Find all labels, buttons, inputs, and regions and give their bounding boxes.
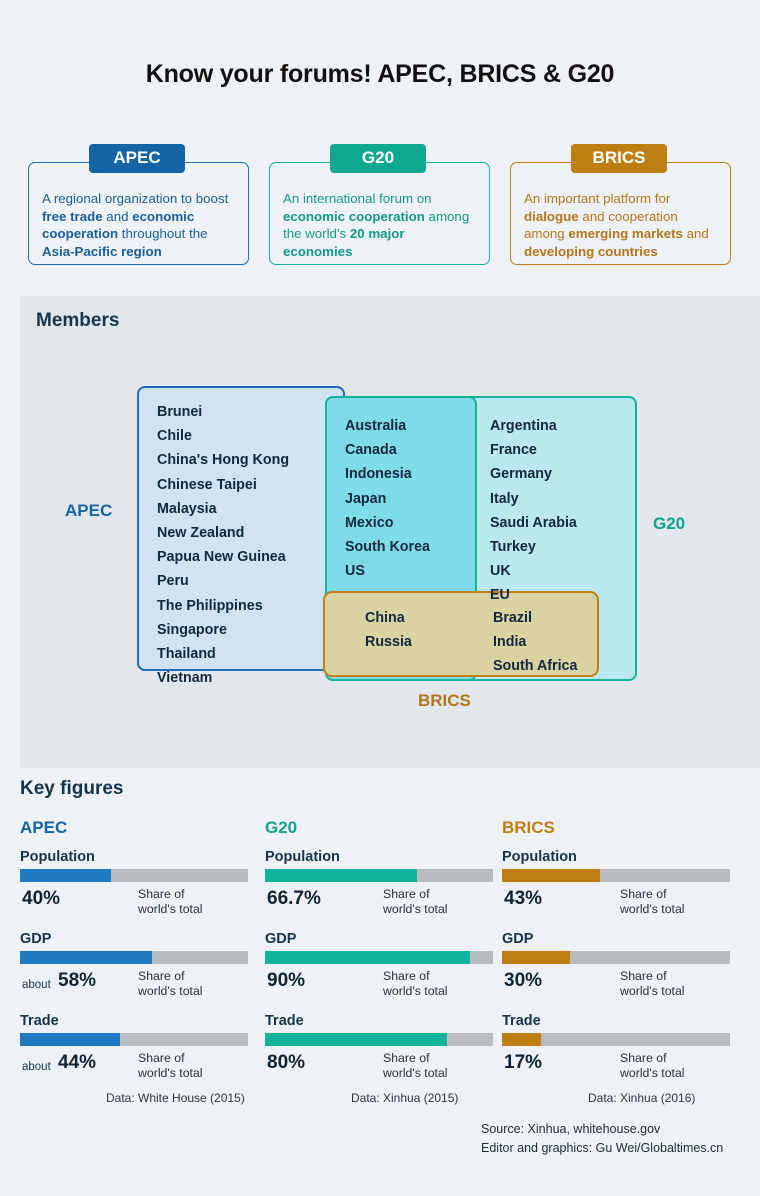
metric-value: 58% xyxy=(58,970,97,991)
metric-value: 40% xyxy=(22,888,61,909)
members-venn-diagram xyxy=(20,386,760,716)
key-figures-title: APEC xyxy=(20,818,68,837)
member-name: China xyxy=(365,610,405,626)
metric-bar-fill xyxy=(20,1033,120,1046)
member-name: Italy xyxy=(490,490,519,507)
card-brics-description: An important platform for dialogue and cooperation among emerging markets and developing countries xyxy=(524,191,709,259)
member-name: China's Hong Kong xyxy=(157,452,290,469)
metric-value: 17% xyxy=(504,1052,543,1073)
key-figures-column-brics xyxy=(502,818,730,1105)
metric-share-label: Share of world's total xyxy=(620,887,685,916)
key-figure-metric xyxy=(502,849,730,918)
key-figure-metric xyxy=(265,931,493,1000)
metric-bar-fill xyxy=(265,869,417,882)
member-name: Peru xyxy=(157,573,189,590)
key-figures-source: Data: Xinhua (2016) xyxy=(588,1091,696,1105)
metric-share-label: Share of world's total xyxy=(138,1051,203,1080)
metric-bar-track xyxy=(265,1033,493,1046)
metric-bar-fill xyxy=(502,1033,541,1046)
metric-label: GDP xyxy=(502,931,534,947)
key-figures-column-apec xyxy=(20,818,248,1105)
metric-label: Population xyxy=(20,849,95,865)
metric-share-label: Share of world's total xyxy=(620,969,685,998)
member-name: South Africa xyxy=(493,658,578,675)
metric-value-row xyxy=(502,1048,730,1082)
metric-value: 66.7% xyxy=(267,888,321,909)
metric-value-row xyxy=(265,884,493,918)
metric-bar-track xyxy=(502,869,730,882)
metric-bar-fill xyxy=(20,869,111,882)
footer xyxy=(481,1120,723,1158)
member-name: South Korea xyxy=(345,539,430,556)
member-name: Indonesia xyxy=(345,466,412,483)
venn-label-brics: BRICS xyxy=(418,691,471,710)
metric-label: Trade xyxy=(20,1013,59,1029)
key-figures-source: Data: White House (2015) xyxy=(106,1091,245,1105)
member-name: Singapore xyxy=(157,621,227,638)
member-name: India xyxy=(493,634,527,651)
member-name: UK xyxy=(490,563,511,580)
key-figure-metric xyxy=(20,931,248,1000)
key-figures-title: BRICS xyxy=(502,818,555,837)
metric-label: GDP xyxy=(20,931,52,947)
metric-value-row xyxy=(265,1048,493,1082)
venn-label-g20: G20 xyxy=(653,514,686,533)
metric-bar-track xyxy=(502,1033,730,1046)
metric-value-row xyxy=(20,1048,248,1082)
page-title: Know your forums! APEC, BRICS & G20 xyxy=(145,60,615,88)
member-name: France xyxy=(490,442,537,459)
metric-bar-track xyxy=(265,869,493,882)
metric-value-row xyxy=(20,884,248,918)
metric-bar-fill xyxy=(265,1033,447,1046)
key-figures-source: Data: Xinhua (2015) xyxy=(351,1091,459,1105)
metric-value: 30% xyxy=(504,970,543,991)
metric-value-row xyxy=(502,966,730,1000)
members-panel xyxy=(20,296,760,768)
member-name: Papua New Guinea xyxy=(157,549,286,566)
key-figure-metric xyxy=(265,1013,493,1082)
key-figure-metric xyxy=(20,849,248,918)
member-name: Thailand xyxy=(157,646,216,663)
metric-share-label: Share of world's total xyxy=(383,887,448,916)
member-name: Chile xyxy=(157,428,192,445)
member-name: Saudi Arabia xyxy=(490,514,577,531)
member-name: Brunei xyxy=(157,404,203,420)
members-list-g20-brics xyxy=(493,606,577,679)
footer-source: Source: Xinhua, whitehouse.gov xyxy=(481,1122,661,1136)
member-name: Brazil xyxy=(493,610,532,626)
member-name: Germany xyxy=(490,466,552,483)
metric-value-row xyxy=(502,884,730,918)
card-apec-description: A regional organization to boost free trade and economic cooperation throughout the Asia-Pacific region xyxy=(42,191,229,259)
venn-label-apec: APEC xyxy=(65,501,113,520)
metric-bar-track xyxy=(265,951,493,964)
metric-value-prefix: about xyxy=(22,979,51,991)
metric-value-prefix: about xyxy=(22,1061,51,1073)
metric-share-label: Share of world's total xyxy=(383,969,448,998)
metric-value-row xyxy=(265,966,493,1000)
metric-label: GDP xyxy=(265,931,297,947)
key-figures-title: G20 xyxy=(265,818,298,837)
card-brics-tab: BRICS xyxy=(571,144,667,173)
members-heading: Members xyxy=(36,310,120,331)
metric-label: Trade xyxy=(265,1013,304,1029)
metric-value-row xyxy=(20,966,248,1000)
key-figure-metric xyxy=(502,1013,730,1082)
member-name: Vietnam xyxy=(157,670,213,687)
footer-credit: Editor and graphics: Gu Wei/Globaltimes.cn xyxy=(481,1141,724,1155)
metric-share-label: Share of world's total xyxy=(138,969,203,998)
metric-value: 90% xyxy=(267,970,306,991)
forum-cards xyxy=(28,143,732,266)
metric-label: Trade xyxy=(502,1013,541,1029)
member-name: Australia xyxy=(345,418,407,434)
metric-label: Population xyxy=(265,849,340,865)
card-g20-tab: G20 xyxy=(330,144,426,173)
member-name: EU xyxy=(490,587,510,604)
metric-value: 44% xyxy=(58,1052,97,1073)
metric-bar-track xyxy=(20,869,248,882)
card-apec xyxy=(28,148,249,265)
key-figures-heading: Key figures xyxy=(20,778,124,799)
metric-bar-track xyxy=(20,1033,248,1046)
metric-share-label: Share of world's total xyxy=(620,1051,685,1080)
key-figure-metric xyxy=(265,849,493,918)
metric-value: 43% xyxy=(504,888,543,909)
members-list-apec-g20 xyxy=(345,414,430,583)
member-name: Japan xyxy=(345,490,387,507)
key-figures-column-g20 xyxy=(265,818,493,1105)
metric-bar-track xyxy=(20,951,248,964)
member-name: Malaysia xyxy=(157,500,217,517)
member-name: The Philippines xyxy=(157,597,263,614)
metric-bar-fill xyxy=(265,951,470,964)
metric-value: 80% xyxy=(267,1052,306,1073)
metric-label: Population xyxy=(502,849,577,865)
member-name: New Zealand xyxy=(157,525,245,542)
member-name: Turkey xyxy=(490,539,536,556)
metric-bar-track xyxy=(502,951,730,964)
metric-bar-fill xyxy=(20,951,152,964)
member-name: Mexico xyxy=(345,514,394,531)
metric-share-label: Share of world's total xyxy=(383,1051,448,1080)
member-name: Russia xyxy=(365,634,412,651)
member-name: Canada xyxy=(345,442,397,459)
key-figure-metric xyxy=(20,1013,248,1082)
member-name: Argentina xyxy=(490,418,557,434)
card-apec-tab: APEC xyxy=(89,144,185,173)
key-figure-metric xyxy=(502,931,730,1000)
metric-share-label: Share of world's total xyxy=(138,887,203,916)
card-g20 xyxy=(269,148,490,265)
metric-bar-fill xyxy=(502,951,570,964)
members-list-apec-g20-brics xyxy=(365,606,412,654)
metric-bar-fill xyxy=(502,869,600,882)
member-name: Chinese Taipei xyxy=(157,476,257,493)
card-g20-description: An international forum on economic cooperation among the world's 20 major economies xyxy=(283,191,470,259)
members-list-apec-only xyxy=(157,400,289,690)
members-list-g20-only xyxy=(490,414,577,608)
member-name: US xyxy=(345,563,365,580)
card-brics xyxy=(510,148,731,265)
